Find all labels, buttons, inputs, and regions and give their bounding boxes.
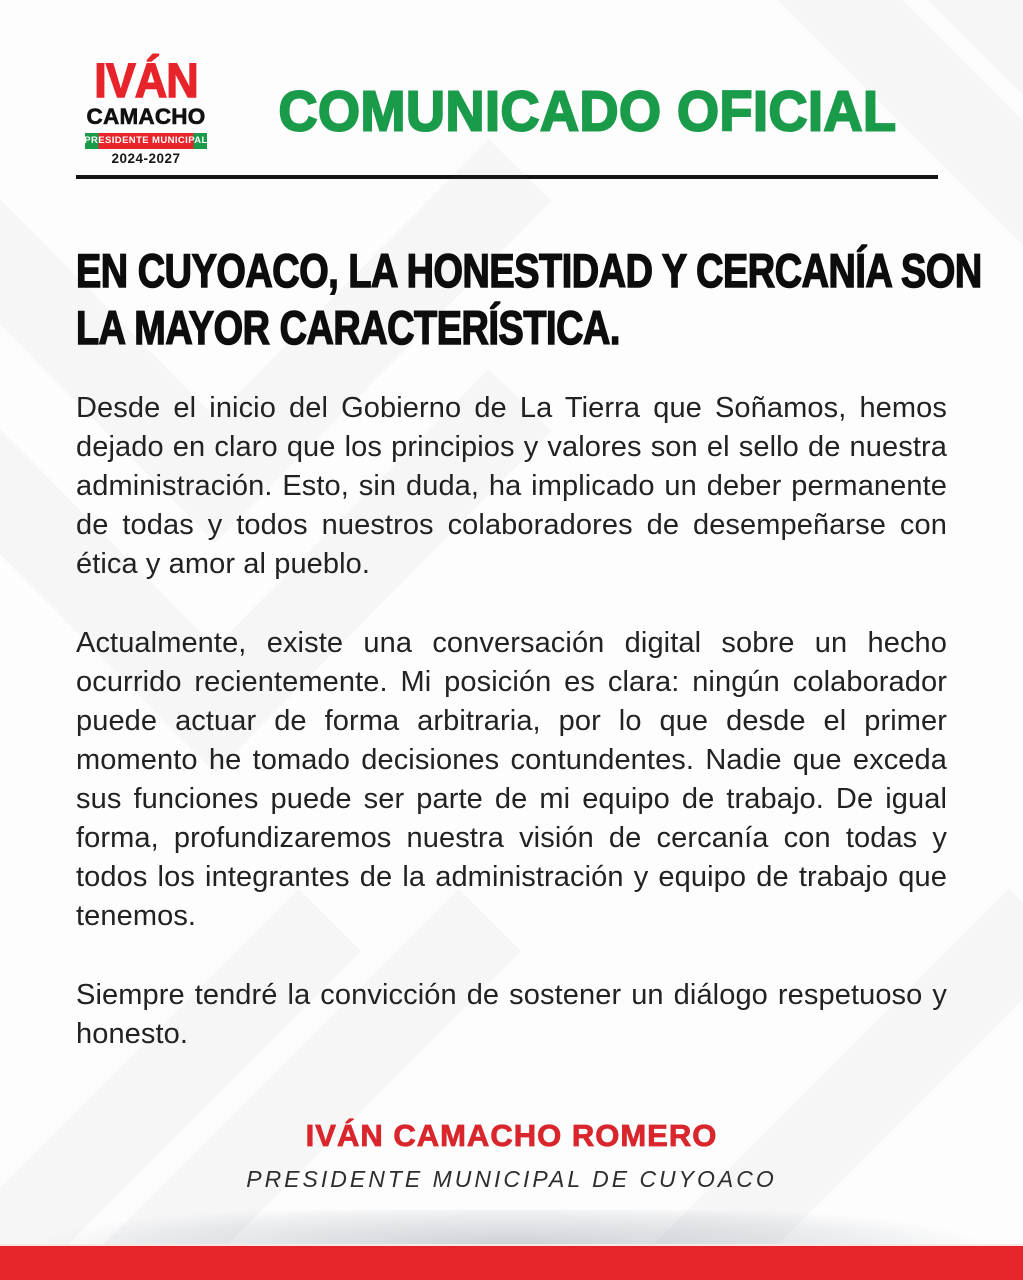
headline-line-1: EN CUYOACO, LA HONESTIDAD Y CERCANÍA SON bbox=[76, 245, 982, 298]
document-headline bbox=[76, 243, 982, 357]
bottom-red-bar bbox=[0, 1244, 1023, 1280]
header-divider bbox=[76, 175, 938, 179]
ivan-camacho-logo bbox=[84, 52, 208, 166]
paragraph-3: Siempre tendré la convicción de sostener un diálogo respetuoso y honesto. bbox=[76, 979, 947, 1050]
logo-banner bbox=[85, 133, 207, 149]
page-title: COMUNICADO OFICIAL bbox=[278, 80, 897, 143]
signature-name: IVÁN CAMACHO ROMERO bbox=[305, 1118, 718, 1153]
headline-line-2: LA MAYOR CARACTERÍSTICA. bbox=[76, 302, 620, 355]
bottom-page-shadow bbox=[0, 1210, 1023, 1244]
header bbox=[0, 0, 1023, 165]
signature-block bbox=[76, 1118, 947, 1193]
logo-banner-text: PRESIDENTE MUNICIPAL bbox=[84, 134, 208, 146]
logo-first-name: IVÁN bbox=[94, 52, 198, 109]
paragraph-1: Desde el inicio del Gobierno de La Tierra que Soñamos, hemos dejado en claro que los principios y valores son el sello de nuestra administración. Esto, sin duda, ha implicado un deber permanente de todas y todos nuestros colaboradores de desempeñarse con ética y amor al pueblo. bbox=[76, 392, 947, 580]
document-body bbox=[0, 243, 1023, 1193]
title-area bbox=[207, 81, 938, 143]
signature-role: PRESIDENTE MUNICIPAL DE CUYOACO bbox=[246, 1166, 777, 1192]
logo-term: 2024-2027 bbox=[111, 150, 181, 166]
logo-last-name: CAMACHO bbox=[86, 104, 206, 129]
paragraph-2: Actualmente, existe una conversación digital sobre un hecho ocurrido recientemente. Mi posición es clara: ningún colaborador puede actuar de forma arbitraria, por lo que desde el primer momento he tomado decisiones contundentes. Nadie que exceda sus funciones puede ser parte de mi equipo de trabajo. De igual forma, profundizaremos nuestra visión de cercanía con todas y todos los integrantes de la administración y equipo de trabajo que tenemos. bbox=[76, 627, 947, 932]
